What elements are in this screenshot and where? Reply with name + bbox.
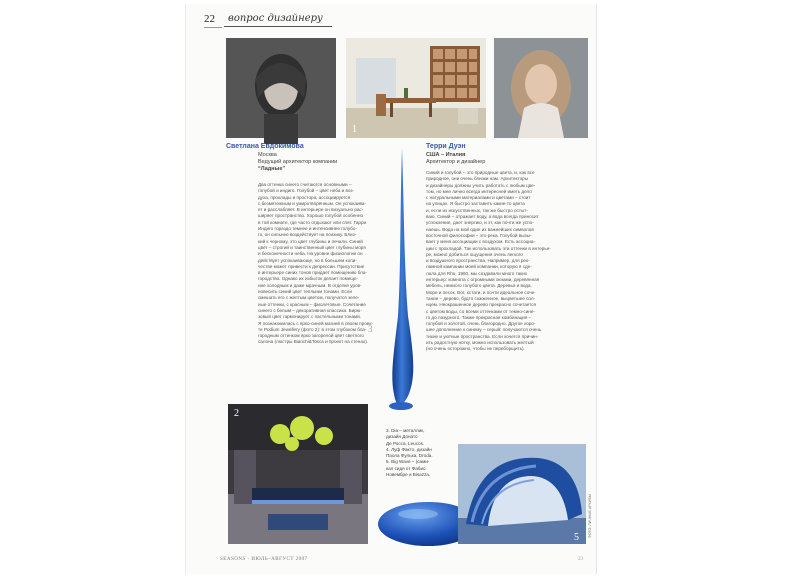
left-text-line: салона (люстры Bianchi&Tosca и проект на стенах). [258,339,369,345]
right-text-line: и воздушного пространства. Например, для рек- [426,258,530,264]
left-text-line: духа, прохлады и простора, ассоциируется [258,194,351,200]
left-text-line: Индиго гораздо темнее и интенсивнее голубо- [258,226,357,232]
left-text-line: честве может привести к депрессии. Присутствие [258,263,365,269]
caption-line: кал сидя от Фабио [386,465,426,471]
designer-right-text [426,170,584,353]
footer-page-number: 23 [578,557,583,562]
photo-number-3: 3 [368,324,373,334]
left-text-line: Я познакомилась с ярко-синей магией в своем проек- [258,320,373,326]
right-text-line: на улицах. Я быстро заставить какие-то цвета [426,201,525,207]
page-number: 22 [204,13,215,25]
right-text-line: и дизайнеры должны учить работать с любым цве- [426,182,536,188]
left-text-line: те Podium Jewellery (фото 2): в этом глубоком бла- [258,326,367,332]
caption-line: 4. Луф Факто, дизайн [386,446,432,452]
designer-left-text [258,182,386,346]
footer-magazine: SEASONS · ИЮЛЬ–АВГУСТ 2007 [220,557,308,562]
left-text-line: синего с белым – декоративная классика. Бирю- [258,307,362,313]
left-text-line: с безмятежным и умиротворённым. Он успокаива- [258,200,366,206]
left-text-line: ет и расслабляет. В интерьере он визуально рас- [258,207,364,213]
left-text-line: городство. Однако их избыток делает помеще- [258,276,359,282]
left-text-line: в той комнате, где часто отдыхают или спят. Гарри [258,219,367,225]
designer-left-city: Москва [258,152,277,158]
photo-number-5: 5 [574,532,579,543]
portrait-illustration [226,38,336,138]
photo-captions [386,428,456,478]
portrait-svetlana-photo [226,38,336,138]
left-text-line: кий к черному, это цвет глубины и печали. Синий [258,238,363,244]
caption-line: 5. Big Wave – (сами- [386,459,430,465]
right-text-line: Море и песок. Вот, кстати, и почти идеальное соче- [426,289,536,295]
photo-credit-text: ФОТО: ЛИЧНЫЕ АРХИВЫ [588,493,592,538]
interior-illustration [346,38,486,138]
right-text-line: восточной философии – это река. Голубой вызы- [426,232,532,238]
left-text-line: цвет – строгий и таинственный цвет глубины моря [258,244,366,250]
designer-right-name: Терри Дуэн [426,143,466,150]
photo-number-1: 1 [352,124,357,135]
designer-left-meta [258,152,378,173]
right-text-line: ции с прохладой. Так использовать эти оттенки в интерье- [426,245,551,251]
designer-right-meta [426,152,576,166]
right-text-line: шее дополнение к синему – серый: получаются очень [426,327,542,333]
portrait-terry-photo [494,38,588,138]
right-text-line: ре, можно добиться ощущения очень легкого [426,251,523,257]
right-text-line: нцем. Неокрашенное дерево прекрасно сочетается [426,302,537,308]
right-text-line: наешь. Вода на мой один из важнейших символов [426,226,534,232]
caption-line: Новембре и Bisazza. [386,472,431,478]
left-text-line: и бесконечности неба. На уровне физиологии он [258,251,363,257]
header-rule [224,26,332,27]
caption-line: Паола Фулька, Droda. [386,453,433,459]
designer-left-company: “Ладные” [258,166,286,172]
right-text-line: мебель, немного голубого цвета. Деревья и вода. [426,283,532,289]
left-text-line: действует успокаивающе, но в большем коли- [258,257,357,263]
designer-right-role: Архитектор и дизайнер [426,159,486,165]
right-text-line: ваю. Синий – отражает воду, а вода всегда приносит [426,214,539,220]
right-text-line: Синий и голубой – это природные цвета, и, как все [426,170,535,175]
photo-number-4: 4 [380,536,385,546]
store-interior-photo [228,404,368,544]
right-text-line: интерьер: комната с огромными окнами, деревянная [426,277,540,283]
left-text-line: смешать его с желтым цветом, получатся зеле- [258,295,360,301]
magazine-page [186,4,596,574]
right-text-line: том, но мне лично всегда интересней иметь дело [426,188,532,194]
right-text-line: природное, они очень близки нам. Архитекторы [426,176,529,182]
portrait-illustration-2 [494,38,588,138]
interior-photo [346,38,486,138]
left-text-line: городным оттенком ярко загорелой цвет светлого [258,333,364,339]
wave-illustration [458,444,586,544]
right-text-line: успокоение, дает энергию, и эт, как почти же успо- [426,220,534,226]
store-illustration [228,404,368,544]
left-text-line: ширяет пространство. Хорошо голубой особенно [258,213,364,219]
right-text-line: ламной кампании моей компании, которую я сде- [426,264,532,270]
left-text-line: Два оттенка синего считаются основными – [258,182,352,187]
right-text-line: тихие и уютные пространства. Если хочется причин- [426,333,539,339]
caption-line: дизайн Донато [386,434,418,440]
left-text-line: голубой и индиго. Голубой – цвет неба и воз- [258,188,355,194]
photo-number-2: 2 [234,408,239,419]
designer-left-name: Светлана Евдокимова [226,143,304,150]
left-text-line: го, он сильнее воздействует на психику. Близ- [258,232,357,238]
right-text-line: голубой и золотой, очень благородно. Другое хоро- [426,321,536,327]
caption-line: Де Росса, Leucos. [386,440,425,446]
photo-credit [588,474,596,544]
designer-right-city: США – Италия [426,152,466,158]
right-text-line: (но очень осторожно, чтобы не переборщить). [426,346,525,352]
left-text-line: ные оттенки, с красным – фиолетовые. Сочетание [258,301,366,307]
left-text-line: зовый цвет гармонирует с пастельными тонами. [258,314,362,320]
right-text-line: тание – дерево, будто сожженное, выцветшее сол- [426,295,536,301]
page-header [198,10,338,28]
header-rule-short [204,27,222,28]
right-text-line: го до лазурного. Также прекрасная комбинация – [426,314,532,320]
section-title: вопрос дизайнеру [228,13,323,24]
right-text-line: вает у меня ассоциации с воздухом. Есть ассоциа- [426,239,535,245]
left-text-line: ние холодным и даже мрачным. В отделке уров- [258,282,362,288]
right-text-line: с цветом воды, со всеми оттенками от темно-сине- [426,308,535,314]
right-text-line: лала для Rho, 1960, мы создавали много таких [426,270,528,276]
big-wave-photo [458,444,586,544]
right-text-line: с натуральными материалами и цветами – стоит [426,195,531,201]
left-text-line: новесить синий цвет теплыми тонами. Если [258,289,352,295]
caption-line: 3. Dia – металлик, [386,428,425,433]
blue-glass-lamp [368,146,422,418]
right-text-line: и, если из искусственных, так же быстро остыт- [426,207,528,213]
left-text-line: в интерьере синих тонов придает помещению бла- [258,270,367,276]
right-text-line: ить радостную нотку, можно использовать желтый [426,340,534,346]
designer-left-role: Ведущий архитектор компании [258,159,338,165]
